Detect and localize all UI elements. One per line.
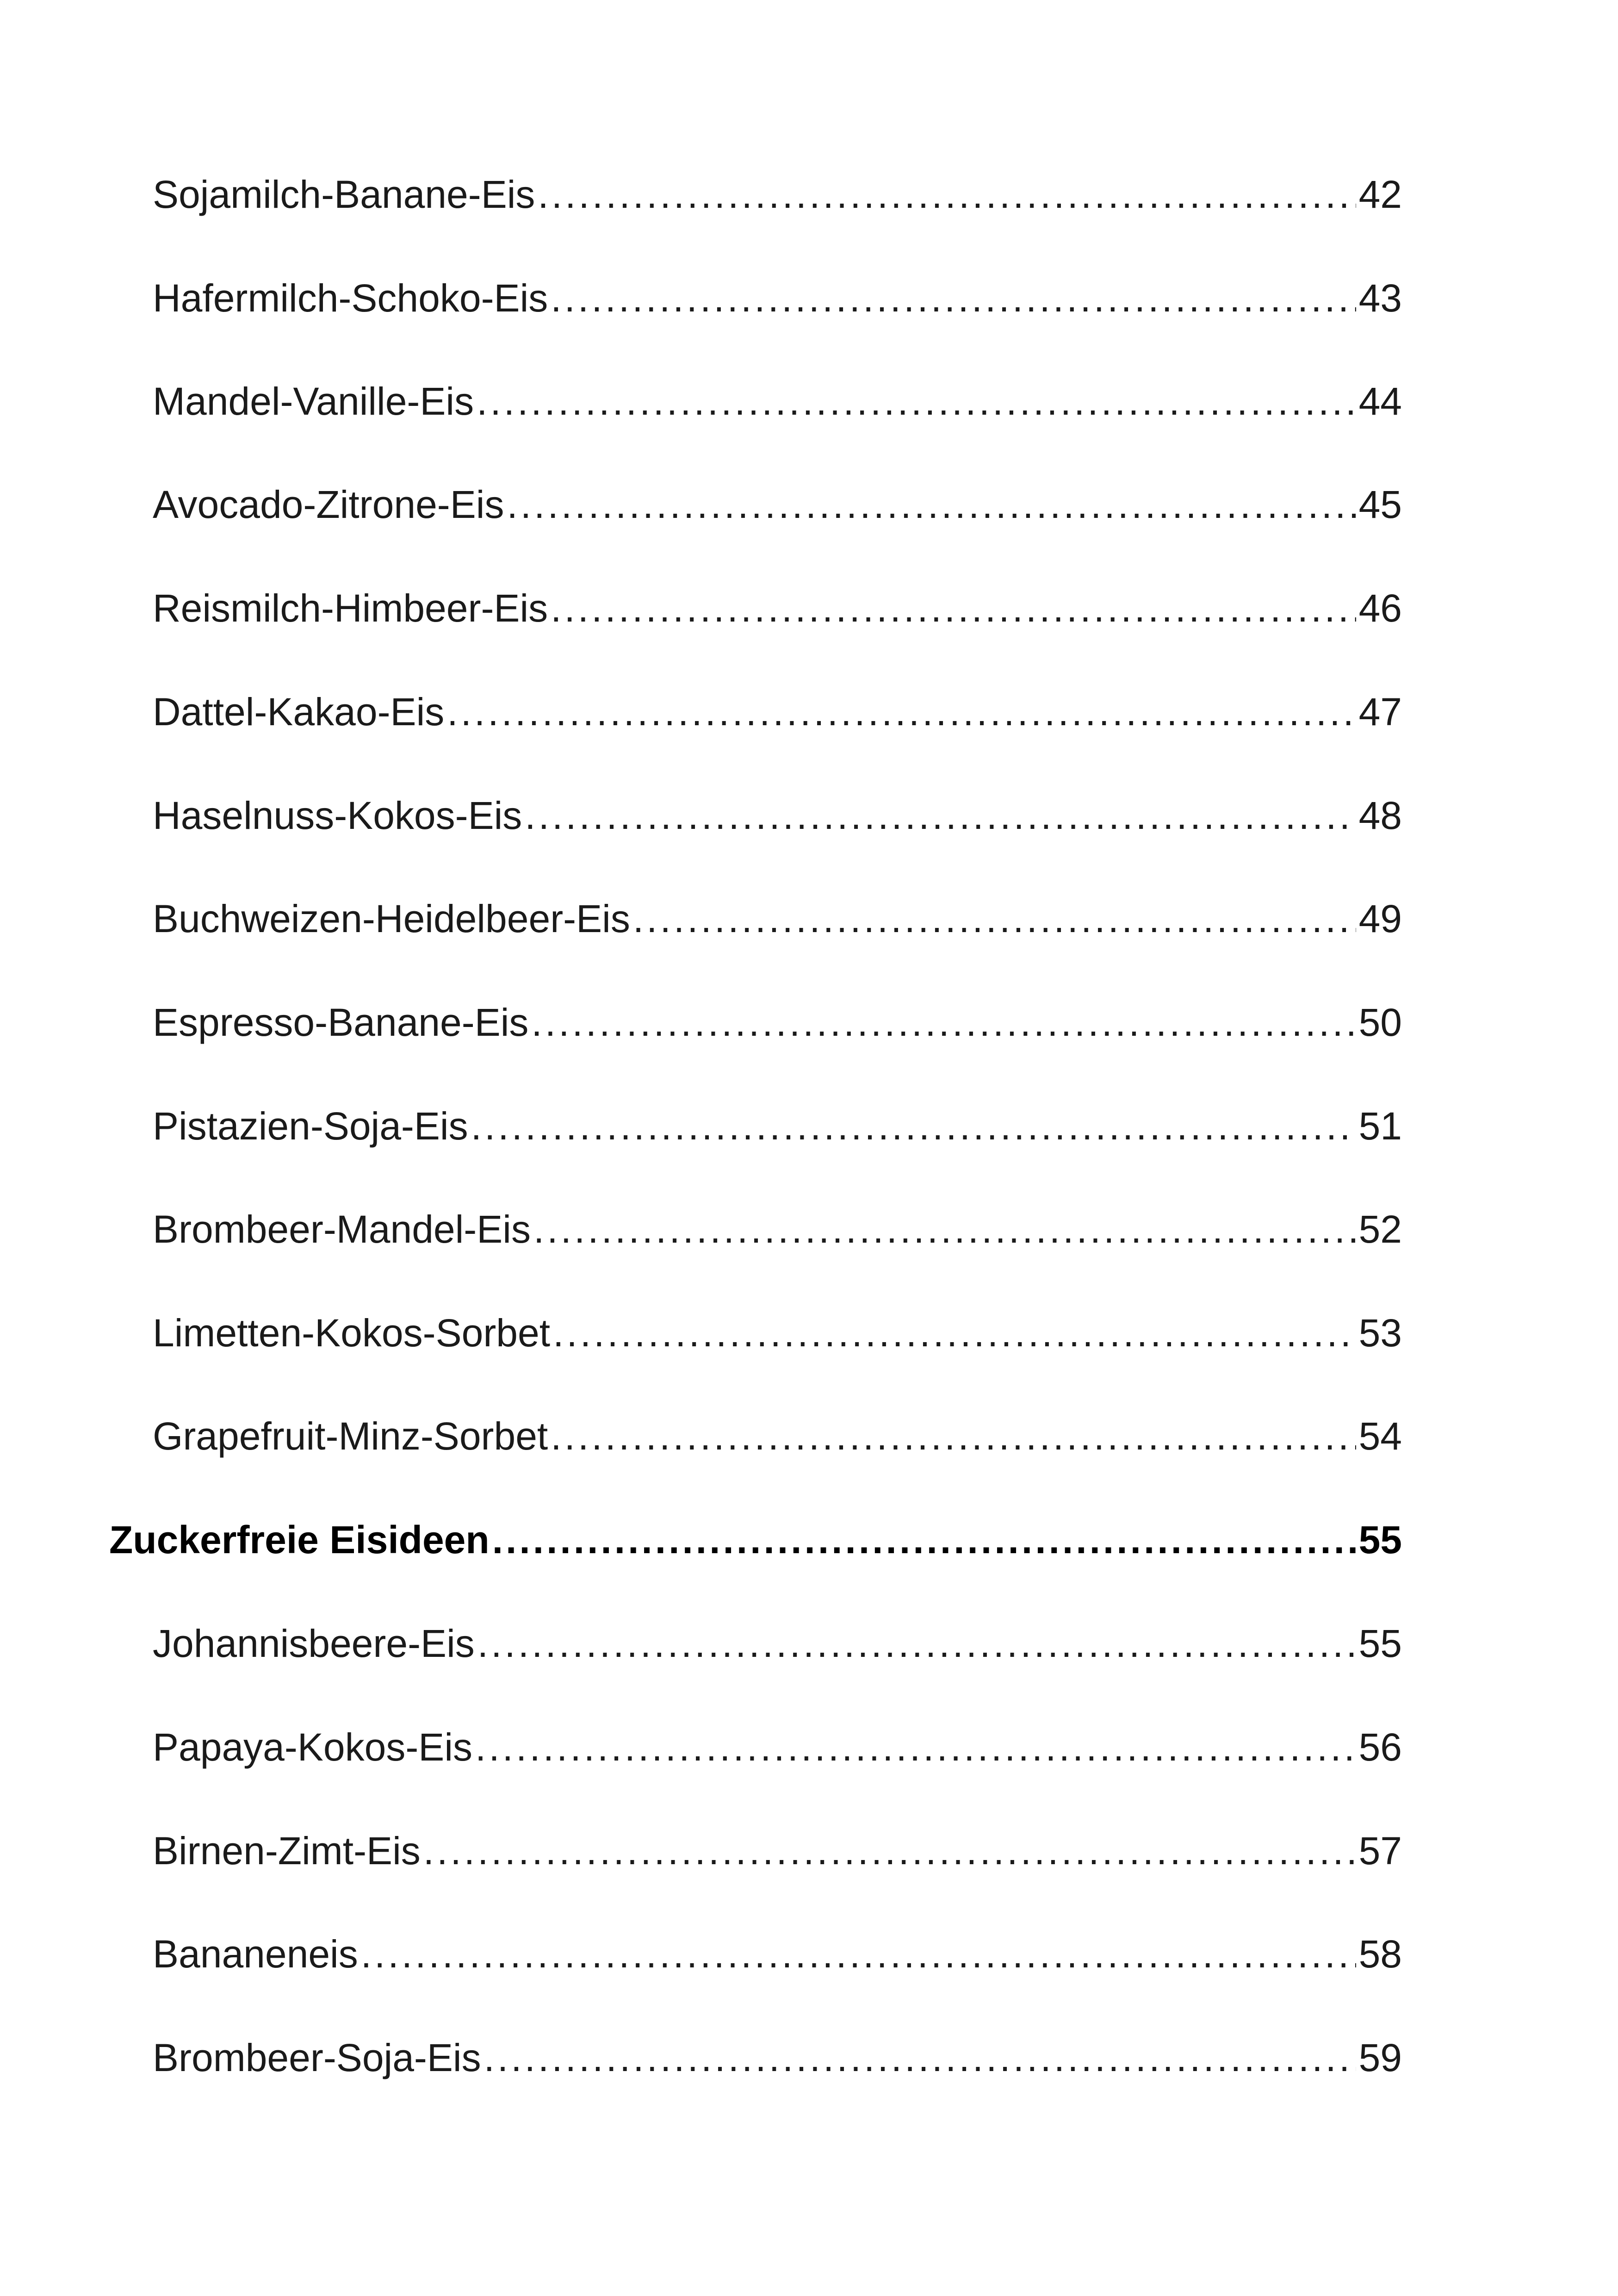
toc-entry-page-number: 45 — [1358, 483, 1402, 526]
toc-entry-title: Papaya-Kokos-Eis — [153, 1725, 472, 1769]
toc-entry-page-number: 51 — [1358, 1104, 1402, 1148]
dot-leader — [484, 2030, 1356, 2085]
dot-leader — [507, 477, 1356, 532]
toc-entry-limetten-kokos-sorbet[interactable] — [153, 1305, 1402, 1361]
toc-entry-grapefruit-minz-sorbet[interactable] — [153, 1408, 1402, 1464]
toc-entry-page-number: 56 — [1358, 1725, 1402, 1769]
toc-entry-avocado-zitrone-eis[interactable] — [153, 477, 1402, 532]
toc-entry-reismilch-himbeer-eis[interactable] — [153, 580, 1402, 636]
toc-entry-title: Espresso-Banane-Eis — [153, 1001, 529, 1044]
toc-entry-title: Hafermilch-Schoko-Eis — [153, 276, 548, 320]
toc-entry-title: Haselnuss-Kokos-Eis — [153, 794, 522, 837]
toc-entry-bananeneis[interactable] — [153, 1926, 1402, 1982]
toc-entry-title: Mandel-Vanille-Eis — [153, 380, 474, 423]
toc-entry-page-number: 54 — [1358, 1414, 1402, 1458]
toc-entry-title: Bananeneis — [153, 1932, 358, 1976]
toc-entry-title: Limetten-Kokos-Sorbet — [153, 1311, 551, 1355]
toc-entry-page-number: 49 — [1358, 897, 1402, 940]
toc-entry-dattel-kakao-eis[interactable] — [153, 684, 1402, 740]
toc-entry-title: Johannisbeere-Eis — [153, 1622, 475, 1665]
toc-entry-title: Avocado-Zitrone-Eis — [153, 483, 504, 526]
toc-entry-page-number: 46 — [1358, 586, 1402, 630]
toc-entry-sojamilch-banane-eis[interactable] — [153, 167, 1402, 222]
toc-entry-page-number: 58 — [1358, 1932, 1402, 1976]
toc-entry-title: Buchweizen-Heidelbeer-Eis — [153, 897, 630, 940]
toc-entry-page-number: 48 — [1358, 794, 1402, 837]
dot-leader — [553, 1305, 1356, 1361]
toc-entry-title: Birnen-Zimt-Eis — [153, 1829, 421, 1873]
toc-entry-title: Dattel-Kakao-Eis — [153, 690, 445, 734]
dot-leader — [423, 1823, 1356, 1879]
toc-entry-mandel-vanille-eis[interactable] — [153, 373, 1402, 429]
dot-leader — [633, 891, 1356, 946]
toc-entry-haselnuss-kokos-eis[interactable] — [153, 788, 1402, 843]
toc-entry-page-number: 57 — [1358, 1829, 1402, 1873]
toc-entry-hafermilch-schoko-eis[interactable] — [153, 270, 1402, 326]
dot-leader — [538, 167, 1356, 222]
toc-entry-pistazien-soja-eis[interactable] — [153, 1098, 1402, 1154]
toc-entry-title: Brombeer-Mandel-Eis — [153, 1207, 531, 1251]
dot-leader — [477, 373, 1356, 429]
toc-entry-page-number: 59 — [1358, 2036, 1402, 2079]
dot-leader — [525, 788, 1356, 843]
toc-entry-page-number: 50 — [1358, 1001, 1402, 1044]
toc-entry-page-number: 55 — [1358, 1622, 1402, 1665]
toc-entry-title: Brombeer-Soja-Eis — [153, 2036, 481, 2079]
toc-chapter-title: Zuckerfreie Eisideen — [109, 1518, 490, 1562]
toc-entry-title: Reismilch-Himbeer-Eis — [153, 586, 548, 630]
dot-leader — [361, 1926, 1356, 1982]
toc-entry-johannisbeere-eis[interactable] — [153, 1616, 1402, 1671]
toc-entry-title: Grapefruit-Minz-Sorbet — [153, 1414, 548, 1458]
toc-entry-page-number: 53 — [1358, 1311, 1402, 1355]
toc-entry-papaya-kokos-eis[interactable] — [153, 1719, 1402, 1775]
toc-entry-buchweizen-heidelbeer-eis[interactable] — [153, 891, 1402, 946]
dot-leader — [471, 1098, 1356, 1154]
toc-entry-title: Sojamilch-Banane-Eis — [153, 173, 535, 216]
toc-chapter-zuckerfreie-eisideen[interactable] — [109, 1512, 1402, 1568]
toc-entry-espresso-banane-eis[interactable] — [153, 995, 1402, 1050]
dot-leader — [475, 1719, 1356, 1775]
toc-entry-page-number: 44 — [1358, 380, 1402, 423]
dot-leader — [551, 1408, 1356, 1464]
dot-leader — [531, 995, 1356, 1050]
toc-entry-birnen-zimt-eis[interactable] — [153, 1823, 1402, 1879]
toc-entry-title: Pistazien-Soja-Eis — [153, 1104, 468, 1148]
toc-entry-brombeer-mandel-eis[interactable] — [153, 1201, 1402, 1257]
dot-leader — [492, 1512, 1356, 1568]
dot-leader — [447, 684, 1356, 740]
dot-leader — [533, 1201, 1356, 1257]
toc-entry-page-number: 43 — [1358, 276, 1402, 320]
dot-leader — [551, 270, 1356, 326]
toc-entry-page-number: 42 — [1358, 173, 1402, 216]
toc-entry-brombeer-soja-eis[interactable] — [153, 2030, 1402, 2085]
toc-chapter-page-number: 55 — [1358, 1518, 1402, 1562]
dot-leader — [551, 580, 1356, 636]
dot-leader — [477, 1616, 1356, 1671]
toc-entry-page-number: 47 — [1358, 690, 1402, 734]
toc-entry-page-number: 52 — [1358, 1207, 1402, 1251]
